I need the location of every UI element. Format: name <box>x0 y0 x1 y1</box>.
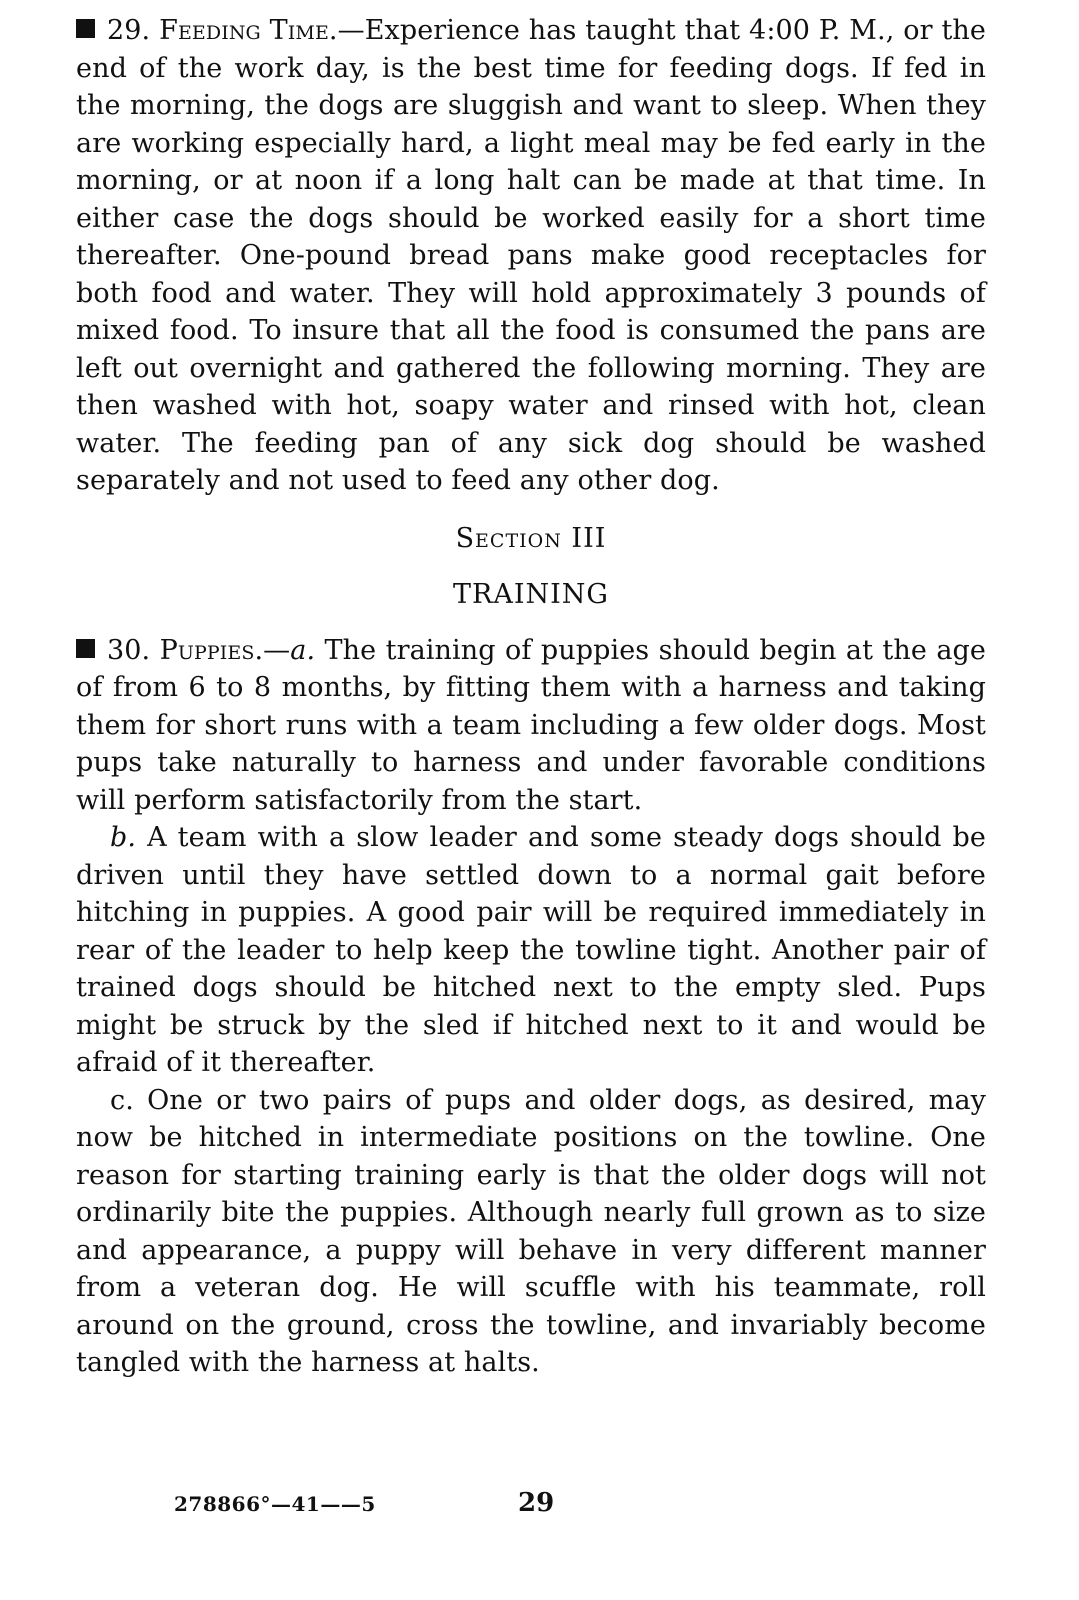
page-number: 29 <box>518 1488 555 1518</box>
paragraph-29-text: —Experience has taught that 4:00 P. M., or the end of the work day, is the best time for feeding dogs. If fed in the morning, the dogs are sluggish and want to sleep. When they are working especially hard, a light meal may be fed early in the morning, or at noon if a long halt can be made at that time. In either case the dogs should be worked easily for a short time thereafter. One-pound bread pans make good receptacles for both food and water. They will hold approximately 3 pounds of mixed food. To insure that all the food is consumed the pans are left out overnight and gathered the following morning. They are then washed with hot, soapy water and rinsed with hot, clean water. The feeding pan of any sick dog should be washed separately and not used to feed any other dog. <box>76 15 986 496</box>
paragraph-30-number: 30. <box>107 634 151 666</box>
paragraph-30a <box>76 632 986 820</box>
subparagraph-b-label: b. <box>110 822 137 853</box>
subparagraph-a-label: a. <box>290 634 316 666</box>
paragraph-29-heading: Feeding Time. <box>159 15 338 46</box>
paragraph-marker-icon <box>76 639 95 658</box>
paragraph-29-number: 29. <box>107 15 151 46</box>
paragraph-30-heading: Puppies. <box>159 634 264 666</box>
paragraph-marker-icon <box>76 19 95 38</box>
subparagraph-b-text: A team with a slow leader and some steady dogs should be driven until they have settled down to a normal gait before hitching in puppies. A good pair will be required immediately in rear of the leader to help keep the towline tight. Another pair of trained dogs should be hitched next to the empty sled. Pups might be struck by the sled if hitched next to it and would be afraid of it thereafter. <box>76 822 986 1078</box>
section-label: Section III <box>455 522 607 554</box>
page-body <box>76 12 986 1382</box>
section-title: TRAINING <box>453 579 609 610</box>
page-footer <box>0 1488 1079 1528</box>
paragraph-30c <box>76 1082 986 1382</box>
paragraph-30-dash: — <box>263 634 291 666</box>
subparagraph-c-label: c. <box>110 1084 134 1116</box>
subparagraph-c-text: One or two pairs of pups and older dogs, as desired, may now be hitched in intermediate positions on the towline. One reason for starting training early is that the older dogs will not ordinarily bite the puppies. Although nearly full grown as to size and appearance, a puppy will behave in very different manner from a veteran dog. He will scuffle with his teammate, roll around on the ground, cross the towline, and invariably become tangled with the harness at halts. <box>76 1084 986 1378</box>
paragraph-30b <box>76 819 986 1082</box>
paragraph-29 <box>76 12 986 500</box>
subparagraph-a-text: The training of puppies should begin at the age of from 6 to 8 months, by fitting them with a harness and taking them for short runs with a team including a few older dogs. Most pups take naturally to harness and under favorable conditions will perform satisfactorily from the start. <box>76 634 986 816</box>
print-code: 278866°—41——5 <box>174 1492 376 1516</box>
